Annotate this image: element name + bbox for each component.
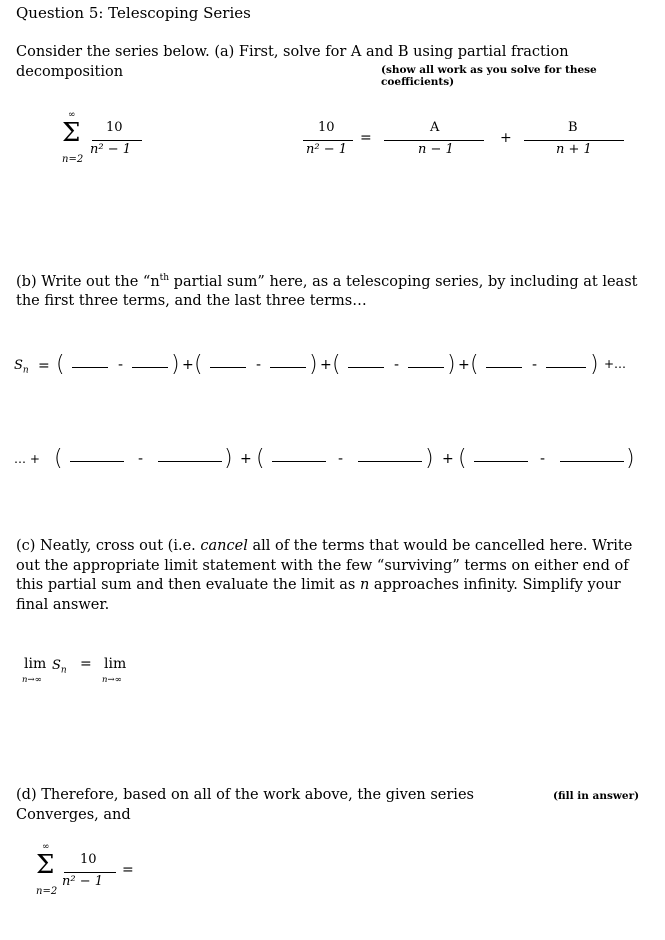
b-numerator: B bbox=[568, 120, 578, 135]
a-denominator: n − 1 bbox=[418, 142, 454, 157]
close-paren: ) bbox=[590, 352, 599, 377]
open-paren: ( bbox=[194, 352, 203, 377]
part-a-note: (show all work as you solve for these coefficients) bbox=[381, 64, 597, 88]
part-d-note: (fill in answer) bbox=[553, 790, 640, 802]
series-expression bbox=[60, 110, 150, 170]
minus-sign: - bbox=[256, 357, 262, 373]
lhs-fraction-bar bbox=[303, 140, 353, 141]
blank-1b[interactable] bbox=[132, 367, 168, 368]
blank-7a[interactable] bbox=[474, 461, 528, 462]
open-paren: ( bbox=[256, 446, 265, 471]
close-paren: ) bbox=[447, 352, 456, 377]
close-paren: ) bbox=[626, 446, 635, 471]
close-paren: ) bbox=[171, 352, 180, 377]
blank-4a[interactable] bbox=[486, 367, 522, 368]
final-denominator: n² − 1 bbox=[62, 874, 104, 889]
final-lower-limit: n=2 bbox=[36, 886, 58, 897]
lim-equals: = bbox=[80, 656, 92, 672]
part-d-text: (d) Therefore, based on all of the work above, the given series Converges, and bbox=[16, 787, 474, 823]
trailing-ellipsis: +… bbox=[604, 357, 627, 371]
plus-sign: + bbox=[442, 451, 454, 467]
final-numerator: 10 bbox=[80, 852, 97, 867]
final-sigma-icon: Σ bbox=[36, 850, 55, 880]
blank-1a[interactable] bbox=[72, 367, 108, 368]
minus-sign: - bbox=[394, 357, 400, 373]
final-upper-limit: ∞ bbox=[42, 842, 50, 852]
blank-4b[interactable] bbox=[546, 367, 586, 368]
b-denominator: n + 1 bbox=[556, 142, 592, 157]
sigma-icon: Σ bbox=[62, 118, 81, 148]
limit-statement bbox=[22, 656, 162, 690]
blank-6b[interactable] bbox=[358, 461, 422, 462]
sn-label: $S_n$ bbox=[14, 358, 29, 376]
blank-6a[interactable] bbox=[272, 461, 326, 462]
part-a-text: Consider the series below. (a) First, solve for A and B using partial fraction decomposition bbox=[16, 44, 569, 80]
blank-3b[interactable] bbox=[408, 367, 444, 368]
final-equals: = bbox=[122, 862, 134, 878]
series-numerator: 10 bbox=[106, 120, 123, 135]
open-paren: ( bbox=[56, 352, 65, 377]
lhs-numerator: 10 bbox=[318, 120, 335, 135]
close-paren: ) bbox=[309, 352, 318, 377]
partial-sum-row-2 bbox=[14, 448, 654, 474]
final-fraction-bar bbox=[64, 872, 116, 873]
partial-sum-row-1 bbox=[14, 354, 654, 380]
leading-ellipsis: … + bbox=[14, 452, 40, 466]
lim-right-sub: n→∞ bbox=[102, 675, 122, 685]
minus-sign: - bbox=[138, 451, 144, 467]
lim-right: lim bbox=[104, 656, 127, 672]
plus-sign: + bbox=[182, 357, 194, 373]
open-paren: ( bbox=[458, 446, 467, 471]
series-denominator: n² − 1 bbox=[90, 142, 132, 157]
open-paren: ( bbox=[332, 352, 341, 377]
equals-sign: = bbox=[360, 130, 372, 146]
plus-sign: + bbox=[240, 451, 252, 467]
blank-2b[interactable] bbox=[270, 367, 306, 368]
blank-5a[interactable] bbox=[70, 461, 124, 462]
minus-sign: - bbox=[532, 357, 538, 373]
question-title: Question 5: Telescoping Series bbox=[16, 4, 251, 22]
lim-left: lim bbox=[24, 656, 47, 672]
series-fraction-bar bbox=[92, 140, 142, 141]
close-paren: ) bbox=[224, 446, 233, 471]
blank-3a[interactable] bbox=[348, 367, 384, 368]
lhs-denominator: n² − 1 bbox=[306, 142, 348, 157]
minus-sign: - bbox=[540, 451, 546, 467]
a-numerator: A bbox=[430, 120, 440, 135]
minus-sign: - bbox=[338, 451, 344, 467]
close-paren: ) bbox=[425, 446, 434, 471]
blank-5b[interactable] bbox=[158, 461, 222, 462]
part-b-text: (b) Write out the “$n^{th}$ partial sum” here, as a telescoping series, by including at least the first three terms, and the last three terms… bbox=[16, 273, 638, 310]
part-c-text: (c) Neatly, cross out (i.e. cancel all of the terms that would be cancelled here. Write out the appropriate limit statement with the few “surviving” terms on either end of this partial sum and then evaluate the limit as n approaches infinity. Simplify your final answer. bbox=[16, 538, 633, 613]
minus-sign: - bbox=[118, 357, 124, 373]
blank-7b[interactable] bbox=[560, 461, 624, 462]
series-upper-limit: ∞ bbox=[68, 110, 76, 120]
open-paren: ( bbox=[470, 352, 479, 377]
plus-sign: + bbox=[500, 130, 512, 146]
b-fraction-bar bbox=[524, 140, 624, 141]
a-fraction-bar bbox=[384, 140, 484, 141]
lim-sn: $S_n$ bbox=[52, 658, 67, 676]
blank-2a[interactable] bbox=[210, 367, 246, 368]
plus-sign: + bbox=[458, 357, 470, 373]
sn-equals: = bbox=[38, 358, 50, 374]
decomposition-equation bbox=[300, 115, 640, 165]
plus-sign: + bbox=[320, 357, 332, 373]
series-lower-limit: n=2 bbox=[62, 154, 84, 165]
open-paren: ( bbox=[54, 446, 63, 471]
lim-left-sub: n→∞ bbox=[22, 675, 42, 685]
final-series-expression bbox=[34, 842, 154, 904]
